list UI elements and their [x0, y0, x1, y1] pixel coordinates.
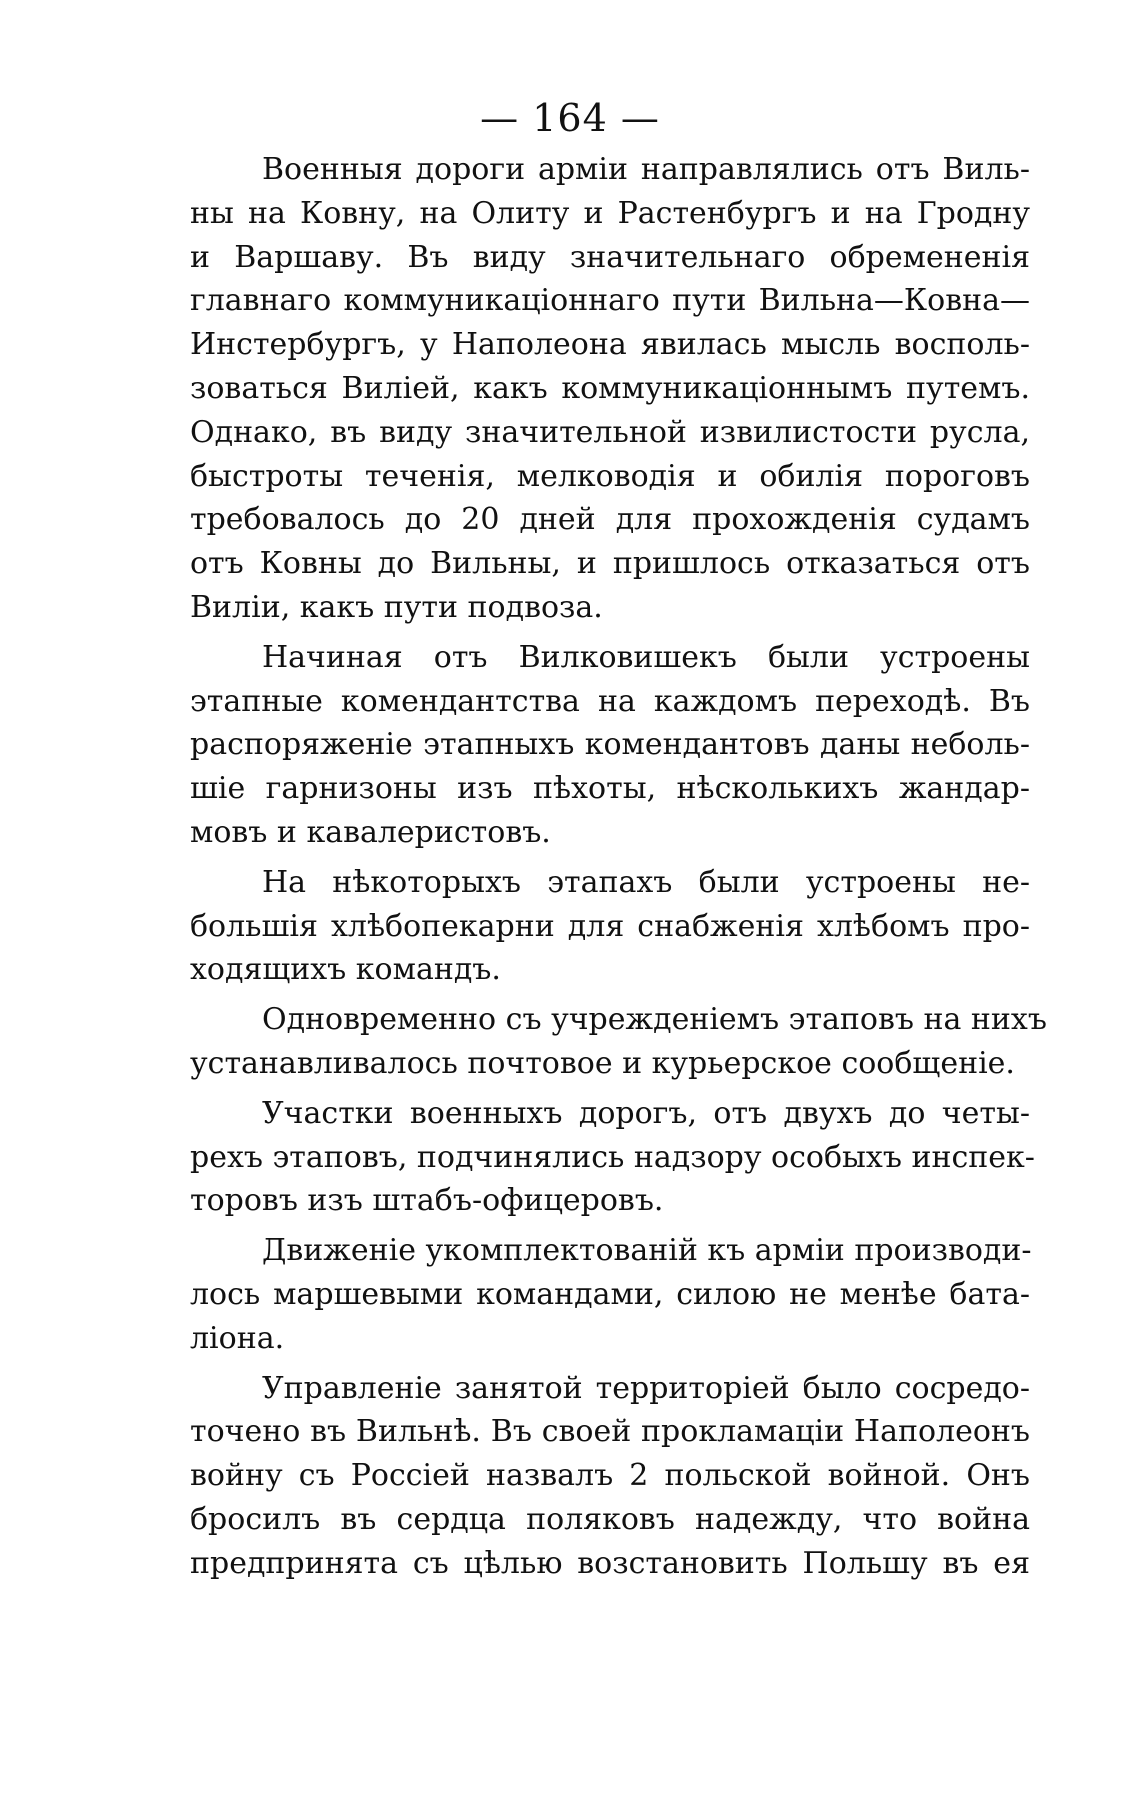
- text-line: Движеніе укомплектованій къ арміи производи-: [262, 1233, 1032, 1269]
- text-line: быстроты теченія, мелководія и обилія пороговъ: [190, 458, 1030, 494]
- text-line: зоваться Виліей, какъ коммуникаціоннымъ путемъ.: [190, 370, 1030, 406]
- text-line: Однако, въ виду значительной извилистости русла,: [190, 414, 1030, 450]
- paragraph: [190, 1092, 1035, 1223]
- text-line: ны на Ковну, на Олиту и Растенбургъ и на Гродну: [190, 195, 1030, 231]
- text-line: торовъ изъ штабъ-офицеровъ.: [190, 1183, 664, 1219]
- text-line: мовъ и кавалеристовъ.: [190, 814, 551, 850]
- text-line: лось маршевыми командами, силою не менѣе бата-: [190, 1276, 1030, 1312]
- text-line: устанавливалось почтовое и курьерское сообщеніе.: [190, 1045, 1015, 1081]
- text-line: Военныя дороги арміи направлялись отъ Виль-: [262, 152, 1030, 187]
- body-text: [190, 148, 1047, 1586]
- text-line: бросилъ въ сердца поляковъ надежду, что война: [190, 1501, 1030, 1537]
- text-line: распоряженіе этапныхъ комендантовъ даны неболь-: [190, 727, 1030, 763]
- text-line: требовалось до 20 дней для прохожденія судамъ: [190, 502, 1030, 538]
- text-line: Участки военныхъ дорогъ, отъ двухъ до четы-: [262, 1095, 1030, 1131]
- text-line: Начиная отъ Вилковишекъ были устроены: [262, 639, 1030, 675]
- page-number: — 164 —: [480, 96, 660, 140]
- text-line: Одновременно съ учрежденіемъ этаповъ на нихъ: [262, 1002, 1047, 1038]
- paragraph: [190, 636, 1030, 855]
- text-line: этапные комендантства на каждомъ переходѣ. Въ: [190, 683, 1030, 719]
- text-line: большія хлѣбопекарни для снабженія хлѣбомъ про-: [190, 908, 1030, 944]
- text-line: предпринята съ цѣлью возстановить Польшу въ ея: [190, 1545, 1030, 1581]
- text-line: и Варшаву. Въ виду значительнаго обремененія: [190, 239, 1030, 275]
- text-line: На нѣкоторыхъ этапахъ были устроены не-: [262, 864, 1030, 900]
- paragraph: [190, 1229, 1030, 1360]
- text-line: ліона.: [190, 1320, 285, 1356]
- paragraph: [190, 998, 1047, 1086]
- text-line: Управленіе занятой территоріей было сосредо-: [262, 1370, 1030, 1406]
- text-line: Инстербургъ, у Наполеона явилась мысль восполь-: [190, 327, 1030, 363]
- paragraph: [190, 861, 1030, 992]
- text-line: точено въ Вильнѣ. Въ своей прокламаціи Наполеонъ: [190, 1414, 1030, 1450]
- paragraph: [190, 148, 1030, 630]
- text-line: шіе гарнизоны изъ пѣхоты, нѣсколькихъ жандар-: [190, 771, 1030, 807]
- text-line: ходящихъ командъ.: [190, 952, 501, 988]
- paragraph: [190, 1367, 1030, 1586]
- text-line: войну съ Россіей назвалъ 2 польской войной. Онъ: [190, 1458, 1030, 1494]
- text-line: Виліи, какъ пути подвоза.: [190, 589, 603, 625]
- text-line: рехъ этаповъ, подчинялись надзору особыхъ инспек-: [190, 1139, 1035, 1175]
- text-line: главнаго коммуникаціоннаго пути Вильна—Ковна—: [190, 283, 1030, 319]
- text-line: отъ Ковны до Вильны, и пришлось отказаться отъ: [190, 546, 1030, 582]
